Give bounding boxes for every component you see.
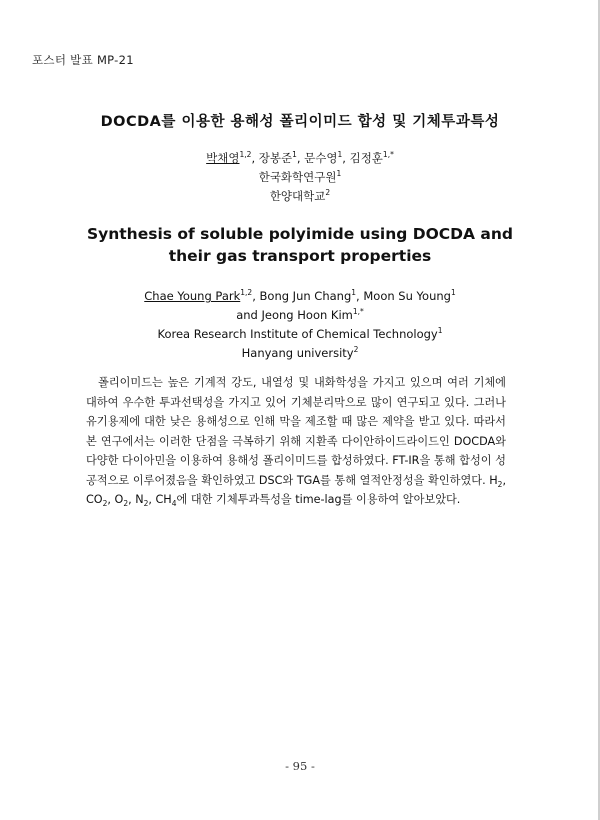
affil-mark: 1,* <box>352 307 364 317</box>
abstract <box>86 373 506 510</box>
author-name: Chae Young Park <box>144 289 241 303</box>
session-label: 포스터 발표 MP-21 <box>32 53 134 67</box>
affil-mark: 1,2 <box>239 150 252 160</box>
title-english <box>0 223 600 267</box>
affil-mark: 1 <box>351 288 357 298</box>
author-name: 장봉준 <box>258 151 293 165</box>
author-line-korean: 박채영$^{1,2}$, 장봉준$^1$, 문수영$^1$, 김정훈$^{1,*}$ <box>206 150 394 165</box>
author-name: Jeong Hoon Kim <box>261 308 353 322</box>
author-line-english-2: and Jeong Hoon Kim$^{1,*}$ <box>236 307 364 322</box>
affil-mark: 1 <box>450 288 456 298</box>
author-name: 김정훈 <box>349 151 383 165</box>
affiliation-1-korean: 한국화학연구원$^1$ <box>258 169 342 184</box>
affil-mark: 1,* <box>382 150 394 160</box>
affiliation-2-english: Hanyang university$^2$ <box>241 345 359 360</box>
author-name: 문수영 <box>304 151 338 165</box>
authors-korean <box>0 149 600 206</box>
page-number: - 95 - <box>285 759 315 773</box>
author-name: 박채영 <box>206 151 240 165</box>
affiliation-2-korean: 한양대학교$^2$ <box>269 188 331 203</box>
affiliation-1-english: Korea Research Institute of Chemical Technology$^1$ <box>157 326 443 341</box>
title-korean: DOCDA를 이용한 용해성 폴리이미드 합성 및 기체투과특성 <box>100 114 500 130</box>
authors-english <box>0 287 600 363</box>
title-english-line-2: their gas transport properties <box>168 247 432 265</box>
affil-mark: 1 <box>292 150 297 160</box>
title-english-line-1: Synthesis of soluble polyimide using DOCDA and <box>86 225 514 243</box>
affil-mark: 1,2 <box>240 288 253 298</box>
author-name: Moon Su Young <box>363 289 451 303</box>
affil-mark: 1 <box>337 150 343 160</box>
author-line-english: Chae Young Park$^{1,2}$, Bong Jun Chang$^1$, Moon Su Young$^1$ <box>144 288 456 303</box>
abstract-paragraph: 폴리이미드는 높은 기계적 강도, 내열성 및 내화학성을 가지고 있으며 여러 기체에 대하여 우수한 투과선택성을 가지고 있어 기체분리막으로 많이 연구되고 있다. 그러나 유기용제에 대한 낮은 용해성으로 인해 막을 제조할 때 많은 제약을 받고 있다. 따라서 본 연구에서는 이러한 단점을 극복하기 위해 지환족 다이안하이드라이드인 DOCDA와 다양한 다이아민을 이용하여 용해성 폴리이미드를 합성하였다. FT-IR을 통해 합성이 성공적으로 이루어졌음을 확인하였고 DSC와 TGA를 통해 열적안정성을 확인하였다. $H_2$, $CO_2$, $O_2$, $N_2$, $CH_4$에 대한 기체투과특성을 time-lag를 이용하여 알아보았다. <box>86 376 506 509</box>
author-name: Bong Jun Chang <box>259 289 352 303</box>
